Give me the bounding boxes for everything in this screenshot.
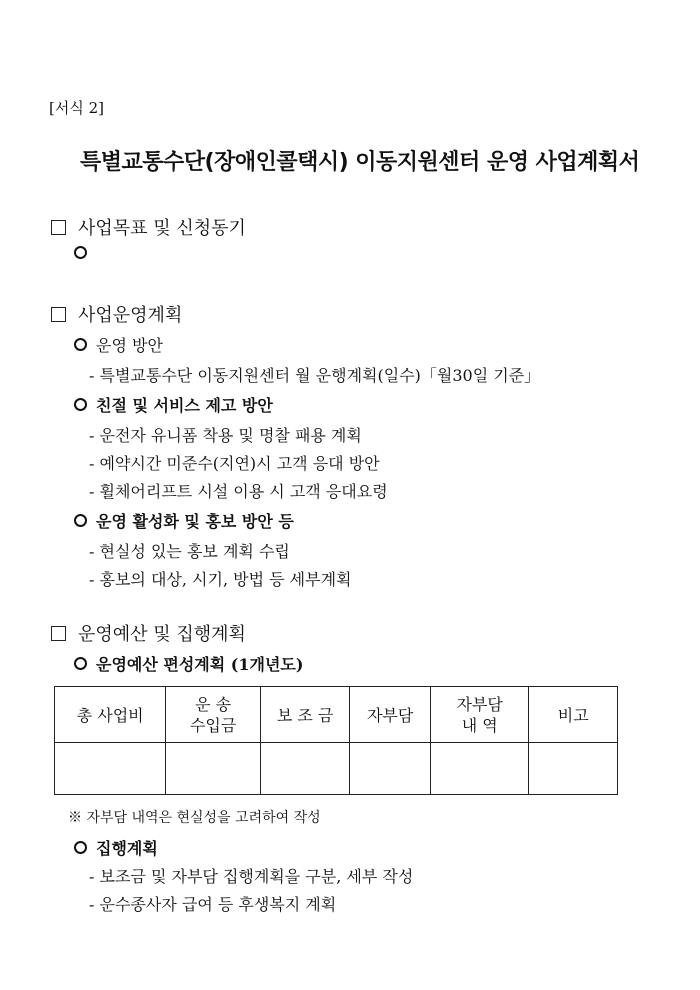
table-cell[interactable] — [430, 743, 528, 795]
table-header-cell: 비고 — [529, 687, 618, 743]
table-header-cell: 총 사업비 — [55, 687, 166, 743]
section-heading — [51, 214, 246, 240]
list-item: - 운전자 유니폼 착용 및 명찰 패용 계획 — [89, 426, 362, 445]
section-heading — [51, 301, 182, 327]
table-note: ※ 자부담 내역은 현실성을 고려하여 작성 — [68, 810, 321, 826]
budget-table — [54, 686, 618, 795]
list-item: - 특별교통수단 이동지원센터 월 운행계획(일수)「월30일 기준」 — [89, 366, 541, 385]
form-label: [서식 2] — [49, 99, 104, 117]
document-title: 특별교통수단(장애인콜택시) 이동지원센터 운영 사업계획서 — [80, 150, 640, 175]
list-item: - 홍보의 대상, 시기, 방법 등 세부계획 — [89, 570, 352, 589]
list-item: - 휠체어리프트 시설 이용 시 고객 응대요령 — [89, 482, 388, 501]
section-heading-text: 사업목표 및 신청동기 — [78, 218, 246, 239]
circle-bullet-icon — [74, 398, 87, 411]
table-row — [55, 743, 618, 795]
table-cell[interactable] — [260, 743, 350, 795]
table-cell[interactable] — [166, 743, 260, 795]
circle-bullet-icon — [74, 657, 87, 670]
bullet-item — [74, 244, 96, 263]
list-item: - 현실성 있는 홍보 계획 수립 — [89, 542, 290, 561]
list-item: - 운수종사자 급여 등 후생복지 계획 — [89, 895, 337, 914]
bullet-item: 운영 방안 — [74, 333, 163, 356]
list-item: - 보조금 및 자부담 집행계획을 구분, 세부 작성 — [89, 867, 414, 886]
table-cell[interactable] — [529, 743, 618, 795]
table-header-cell: 운 송 수입금 — [166, 687, 260, 743]
bullet-item: 집행계획 — [74, 836, 158, 859]
circle-bullet-icon — [74, 841, 87, 854]
checkbox-square-icon — [51, 626, 66, 641]
table-header-row — [55, 687, 618, 743]
table-cell[interactable] — [350, 743, 431, 795]
section-heading — [51, 620, 246, 646]
table-header-cell: 보 조 금 — [260, 687, 350, 743]
circle-bullet-icon — [74, 514, 87, 527]
table-header-cell: 자부담 내 역 — [430, 687, 528, 743]
bullet-item: 운영 활성화 및 홍보 방안 등 — [74, 509, 294, 532]
table-header-cell: 자부담 — [350, 687, 431, 743]
bullet-item: 친절 및 서비스 제고 방안 — [74, 393, 273, 416]
checkbox-square-icon — [51, 220, 66, 235]
bullet-item: 운영예산 편성계획 (1개년도) — [74, 652, 303, 675]
section-heading-text: 운영예산 및 집행계획 — [78, 624, 246, 645]
checkbox-square-icon — [51, 307, 66, 322]
circle-bullet-icon — [74, 246, 87, 259]
section-heading-text: 사업운영계획 — [78, 305, 183, 326]
list-item: - 예약시간 미준수(지연)시 고객 응대 방안 — [89, 454, 380, 473]
circle-bullet-icon — [74, 338, 87, 351]
table-cell[interactable] — [55, 743, 166, 795]
